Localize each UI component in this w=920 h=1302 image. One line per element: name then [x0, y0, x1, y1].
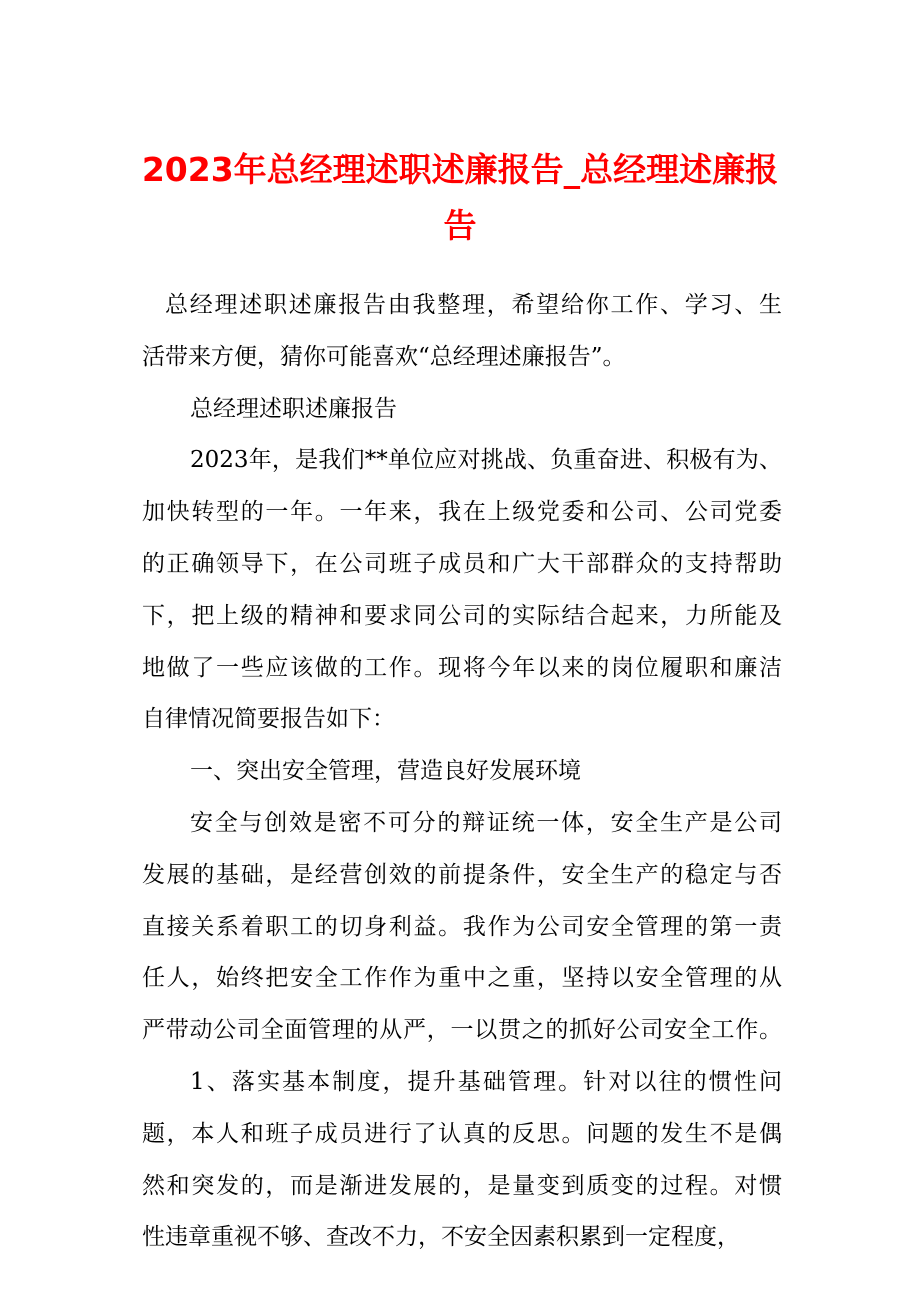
document-title-line-2: 告: [443, 206, 477, 245]
paragraph-4-line-2: 直接关系着职工的切身利益。我作为公司安全管理的第一责: [142, 914, 782, 940]
paragraph-2-line-5: 自律情况简要报告如下：: [142, 706, 395, 732]
paragraph-0-line-1: 活带来方便，猜你可能喜欢“总经理述廉报告”。: [142, 344, 626, 370]
paragraph-2-line-2: 的正确领导下，在公司班子成员和广大干部群众的支持帮助: [142, 551, 782, 577]
paragraph-5-line-2: 然和突发的，而是渐进发展的，是量变到质变的过程。对惯: [142, 1173, 782, 1199]
paragraph-4-line-0: 安全与创效是密不可分的辩证统一体，安全生产是公司: [190, 810, 782, 836]
paragraph-3-line-0: 一、突出安全管理，营造良好发展环境: [190, 758, 581, 784]
paragraph-2-line-0: 2023年，是我们**单位应对挑战、负重奋进、积极有为、: [190, 447, 782, 473]
paragraph-2-line-1: 加快转型的一年。一年来，我在上级党委和公司、公司党委: [142, 499, 782, 525]
paragraph-4-line-3: 任人，始终把安全工作作为重中之重，坚持以安全管理的从: [142, 965, 782, 991]
paragraph-1-line-0: 总经理述职述廉报告: [190, 396, 397, 422]
paragraph-5-line-1: 题，本人和班子成员进行了认真的反思。问题的发生不是偶: [142, 1121, 782, 1147]
paragraph-4-line-1: 发展的基础，是经营创效的前提条件，安全生产的稳定与否: [142, 862, 782, 888]
paragraph-5-line-3: 性违章重视不够、查改不力，不安全因素积累到一定程度，: [142, 1224, 740, 1250]
document-title-line-1: 2023年总经理述职述廉报告_总经理述廉报: [141, 150, 779, 189]
paragraph-5-line-0: 1、落实基本制度，提升基础管理。针对以往的惯性问: [190, 1069, 782, 1095]
paragraph-2-line-3: 下，把上级的精神和要求同公司的实际结合起来，力所能及: [142, 603, 782, 629]
paragraph-0-line-0: 总经理述职述廉报告由我整理，希望给你工作、学习、生: [165, 292, 782, 318]
paragraph-4-line-4: 严带动公司全面管理的从严，一以贯之的抓好公司安全工作。: [142, 1017, 782, 1043]
paragraph-2-line-4: 地做了一些应该做的工作。现将今年以来的岗位履职和廉洁: [142, 655, 782, 681]
